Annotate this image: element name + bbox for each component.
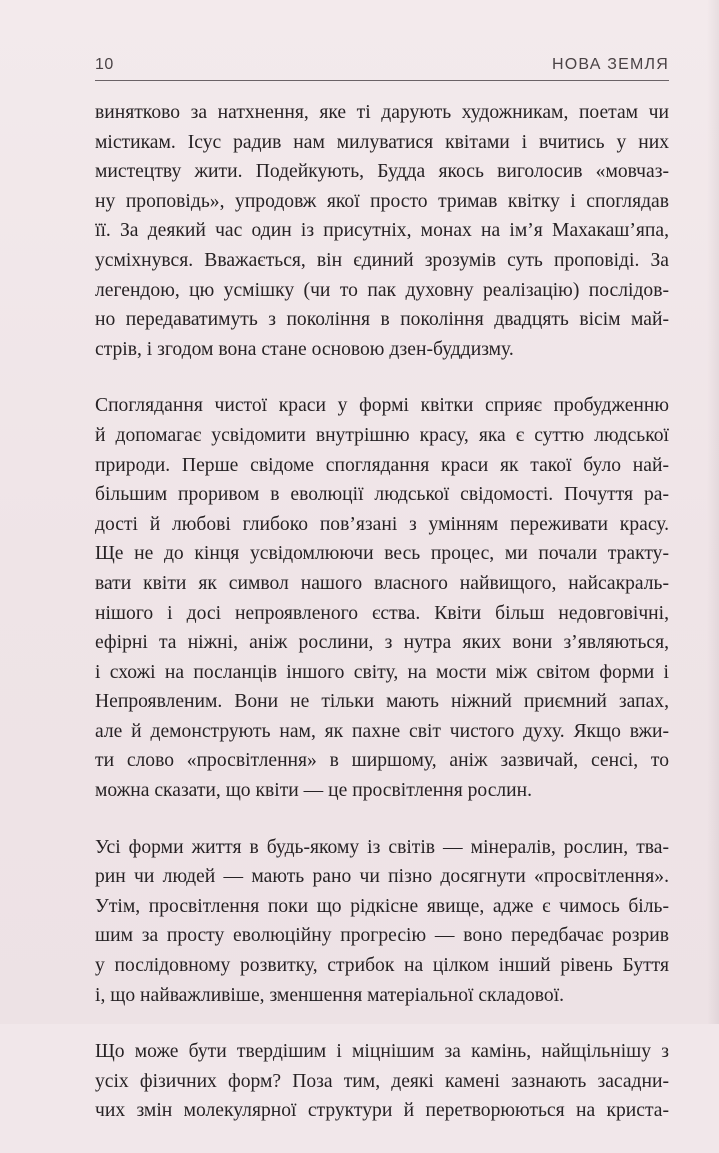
text-line: більшим проривом в еволюції людської свідомості. Почуття ра- [95, 484, 669, 506]
header-rule [95, 80, 669, 81]
text-line: але й демонструють нам, як пахне світ чистого духу. Якщо вжи- [95, 720, 669, 742]
text-line: нішого і досі непроявленого єства. Квіти більш недовговічні, [95, 602, 669, 624]
text-line: ти слово «просвітлення» в ширшому, аніж зазвичай, сенсі, то [95, 750, 669, 772]
text-line: дості й любові глибоко пов’язані з умінням переживати красу. [95, 513, 669, 535]
text-line: ну проповідь», упродовж якої просто тримав квітку і споглядав [95, 190, 669, 212]
text-line: стрів, і згодом вона стане основою дзен-буддизму. [95, 338, 514, 360]
text-line: містикам. Ісус радив нам милуватися квітами і вчитись у них [95, 131, 669, 153]
text-line: легендою, цю усмішку (чи то пак духовну реалізацію) послідов- [95, 279, 669, 301]
text-line: й допомагає усвідомити внутрішню красу, яка є суттю людської [95, 424, 669, 446]
text-line: у послідовному розвитку, стрибок на цілком інший рівень Буття [95, 955, 669, 977]
text-line: Що може бути твердішим і міцнішим за камінь, найщільнішу з [95, 1041, 669, 1063]
text-line: рин чи людей — мають рано чи пізно досягнути «просвітлення». [95, 866, 669, 888]
text-line: можна сказати, що квіти — це просвітлення рослин. [95, 780, 533, 802]
text-line: і, що найважливіше, зменшення матеріальної складової. [95, 984, 565, 1006]
text-line: шим за просту еволюційну прогресію — воно передбачає розрив [95, 925, 669, 947]
paragraph [95, 391, 669, 805]
body-text [95, 98, 669, 1153]
text-line: усміхнувся. Вважається, він єдиний зрозумів суть проповіді. За [95, 249, 669, 271]
text-line: Споглядання чистої краси у формі квітки сприяє пробудженню [95, 395, 669, 417]
page-number: 10 [95, 56, 114, 73]
text-line: но передаватимуть з покоління в покоління двадцять вісім май- [95, 309, 669, 331]
text-line: усіх фізичних форм? Поза тим, деякі камені зазнають засадни- [95, 1070, 669, 1092]
text-line: природи. Перше свідоме споглядання краси як такої було най- [95, 454, 669, 476]
running-header [95, 56, 669, 82]
text-line: Усі форми життя в будь-якому із світів — мінералів, рослин, тва- [95, 836, 669, 858]
text-line: винятково за натхнення, яке ті дарують художникам, поетам чи [95, 102, 669, 123]
page-edge-shade [707, 0, 719, 1024]
text-line: Утім, просвітлення поки що рідкісне явище, адже є чимось біль- [95, 895, 669, 917]
text-line: і схожі на посланців іншого світу, на мости між світом форми і [95, 661, 669, 683]
paragraph [95, 1037, 669, 1126]
text-line: чих змін молекулярної структури й перетворюються на криста- [95, 1100, 669, 1122]
text-line: Непроявленим. Вони не тільки мають ніжний приємний запах, [95, 691, 669, 713]
text-line: ефірні та ніжні, аніж рослини, з нутра яких вони з’являються, [95, 632, 669, 654]
paragraph [95, 833, 669, 1011]
paragraph [95, 98, 669, 364]
book-title: НОВА ЗЕМЛЯ [552, 56, 669, 73]
text-line: Ще не до кінця усвідомлюючи весь процес, ми почали тракту- [95, 543, 669, 565]
text-line: її. За деякий час один із присутніх, монах на ім’я Махакаш’япа, [95, 220, 669, 242]
text-line: вати квіти як символ нашого власного найвищого, найсакраль- [95, 572, 669, 594]
text-line: мистецтву жити. Подейкують, Будда якось виголосив «мовчаз- [95, 161, 669, 183]
